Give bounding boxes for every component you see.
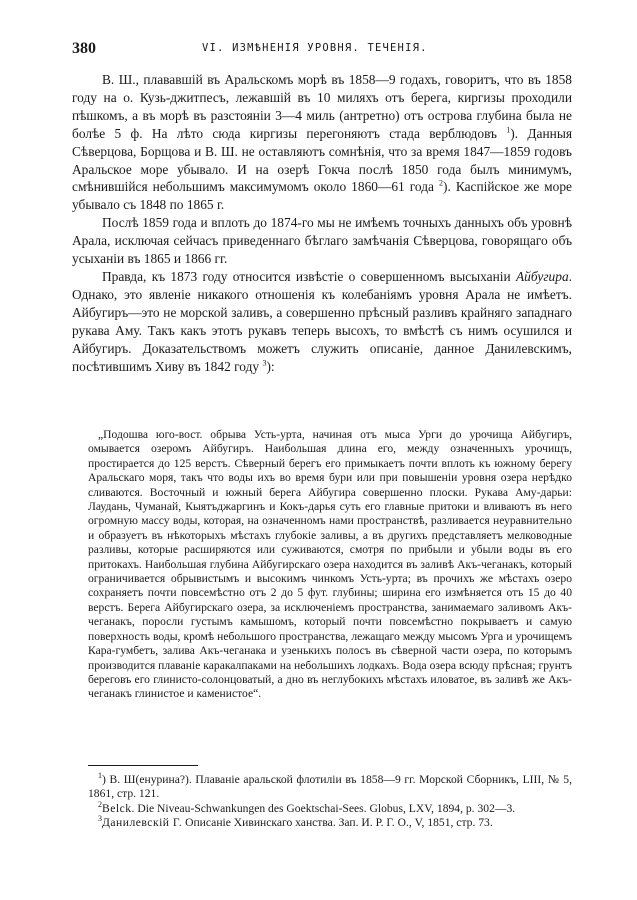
page-number: 380	[72, 40, 96, 57]
paragraph	[72, 268, 572, 375]
main-text	[72, 71, 572, 375]
footnote-author: Belck	[102, 801, 132, 815]
footnote-text: ) В. Ш(енурина?). Плаваніе аральской флотиліи въ 1858—9 гг. Морской Сборникъ, LIII, № 5, 1861, стр. 121.	[88, 773, 572, 801]
footnote-mark: 2	[98, 799, 102, 809]
paragraph	[72, 71, 572, 214]
quote-text: „Подошва юго-вост. обрыва Усть-урта, начиная отъ мыса Урги до урочища Айбугиръ, омывается озеромъ Айбугиръ. Наибольшая длина его, между означенныхъ урочищъ, простирается до 125 верстъ. Сѣверный берегъ его примыкаетъ почти вплоть къ южному берегу Аральскаго моря, такъ что воды ихъ во время бури или при повышеніи уровня озера нерѣдко сливаются. Восточный и южный берега Айбугира совершенно плоски. Рукава Аму-дарьи: Лаудань, Чуманай, Кыятъджаргинъ и Кокъ-дарья суть его главные притоки и вливаютъ въ него огромную массу воды, которая, на означенномъ нами пространствѣ, разливается неуравнительно и образуетъ въ нѣкоторыхъ мѣстахъ глубокіе заливы, а въ другихъ представляетъ мелководные разливы, которые расширяются или суживаются, смотря по прибыли и убыли воды въ его притокахъ. Наибольшая глубина Айбугирскаго озера находится въ заливѣ Акъ-чеганакъ, который ограничивается обрывистымъ и высокимъ чинкомъ Усть-урта; въ прочихъ же мѣстахъ озеро сохраняетъ почти повсемѣстно отъ 2 до 5 фут. глубины; ширина его измѣняется отъ 15 до 40 верстъ. Берега Айбугирскаго озера, за исключеніемъ пространства, занимаемаго заливомъ Акъ-чеганакъ, поросли густымъ камышомъ, который почти повсемѣстно покрываетъ и самую поверхность воды, кромѣ небольшого пространства, лежащаго между мысомъ Урга и урочищемъ Кара-гумбетъ, залива Акъ-чеганака и узенькихъ полосъ въ сѣверной части озера, по которымъ производится плаваніе каракалпаками на небольшихъ лодкахъ. Вода озера всюду прѣсная; грунтъ береговъ его глинисто-солонцоватый, а дно въ неглубокихъ мѣстахъ иловатое, въ заливѣ же Акъ-чеганакъ глинистое и каменистое“.	[88, 428, 572, 701]
paragraph-text: Правда, къ 1873 году относится извѣстіе о совершенномъ высыханіи	[102, 268, 516, 284]
paragraph-text: В. Ш., плававшій въ Аральскомъ морѣ въ 1858—9 годахъ, говоритъ, что въ 1858 году на о. Кузь-джитпесъ, лежавшій въ 10 миляхъ отъ берега, киргизы проходили пѣшкомъ, а въ морѣ въ разстояніи 3—4 миль (антретно) отъ острова глубина была не болѣе 5 ф. На лѣто сюда киргизы перегоняютъ стада верблюдовъ	[72, 72, 572, 141]
footnote-text: Описаніе Хивинскаго ханства. Зап. И. Р. Г. О., V, 1851, стр. 73.	[182, 816, 493, 830]
footnote-mark: 3	[98, 814, 102, 824]
page-header	[72, 40, 572, 60]
footnote-divider	[88, 765, 198, 766]
footnote	[88, 773, 572, 802]
footnotes	[88, 773, 572, 831]
paragraph-text: ). Каспійское же море убывало съ 1848 по 1865 г.	[72, 179, 572, 213]
footnote-author: Данилевскій Г.	[102, 816, 183, 830]
italic-term: Айбугира	[515, 268, 569, 284]
paragraph-text: ). Данныя Сѣверцова, Борщова и В. Ш. не оставляютъ сомнѣнія, что за время 1847—1859 годовъ Аральское море убывало. И на озерѣ Гокча послѣ 1850 года былъ минимумъ, смѣнившійся небольшимъ максимумомъ около 1860—61 года	[72, 125, 572, 195]
running-head: VI. ИЗМѢНЕНІЯ УРОВНЯ. ТЕЧЕНІЯ.	[202, 42, 428, 54]
paragraph: Послѣ 1859 года и вплоть до 1874-го мы не имѣемъ точныхъ данныхъ объ уровнѣ Арала, исключая сейчасъ приведеннаго бѣглаго замѣчанія Сѣверцова, говорящаго объ усыханіи въ 1865 и 1866 гг.	[72, 215, 572, 267]
block-quote	[88, 428, 572, 702]
paragraph-text: ):	[266, 358, 275, 374]
footnote-ref: 2	[439, 178, 444, 188]
footnote-text: . Die Niveau-Schwankungen des Goektschai-Sees. Globus, LXV, 1894, p. 302—3.	[131, 801, 516, 815]
footnote	[88, 799, 572, 816]
footnote-ref: 1	[506, 125, 511, 135]
footnote	[88, 816, 572, 830]
footnote-ref: 3	[262, 358, 267, 368]
footnote-mark: 1	[98, 771, 102, 781]
paragraph-text: . Однако, это явленіе никакого отношенія къ колебаніямъ уровня Арала не имѣетъ. Айбугиръ—это не морской заливъ, а совершенно прѣсный разливъ крайняго западнаго рукава Аму. Такъ какъ этотъ рукавъ теперь высохъ, то вмѣстѣ съ нимъ осушился и Айбугиръ. Доказательствомъ можетъ служить описаніе, данное Данилевскимъ, посѣтившимъ Хиву въ 1842 году	[72, 268, 572, 374]
